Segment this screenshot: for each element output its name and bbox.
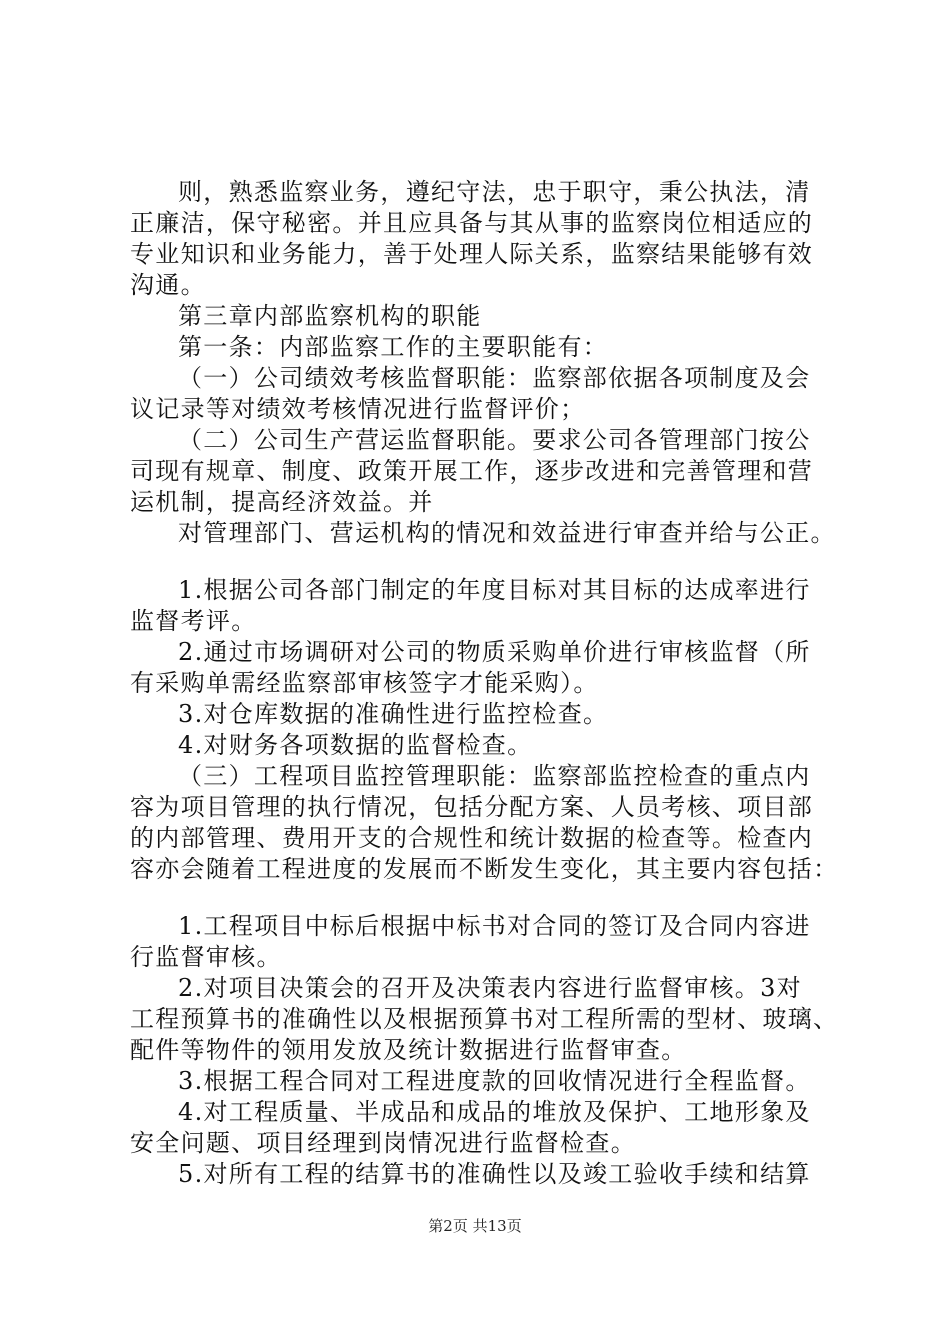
text-line: 4.对工程质量、半成品和成品的堆放及保护、工地形象及 xyxy=(178,1098,811,1126)
text-line: （三）工程项目监控管理职能：监察部监控检查的重点内 xyxy=(178,762,811,790)
text-line: 沟通。 xyxy=(130,271,206,299)
text-line: 正廉洁，保守秘密。并且应具备与其从事的监察岗位相适应的 xyxy=(130,209,814,237)
text-line: 有采购单需经监察部审核签字才能采购）。 xyxy=(130,669,599,697)
text-line: 1.工程项目中标后根据中标书对合同的签订及合同内容进 xyxy=(178,912,811,940)
text-line: 4.对财务各项数据的监督检查。 xyxy=(178,731,533,759)
text-line: 第一条：内部监察工作的主要职能有： xyxy=(178,333,609,361)
text-line: 工程预算书的准确性以及根据预算书对工程所需的型材、玻璃、 xyxy=(130,1005,839,1033)
text-line: 容亦会随着工程进度的发展而不断发生变化，其主要内容包括： xyxy=(130,855,839,883)
text-line: 的内部管理、费用开支的合规性和统计数据的检查等。检查内 xyxy=(130,824,814,852)
text-line: 对管理部门、营运机构的情况和效益进行审查并给与公正。 xyxy=(178,519,836,547)
text-line: 1.根据公司各部门制定的年度目标对其目标的达成率进行 xyxy=(178,576,811,604)
text-line: 司现有规章、制度、政策开展工作，逐步改进和完善管理和营 xyxy=(130,457,814,485)
text-line: 专业知识和业务能力，善于处理人际关系，监察结果能够有效 xyxy=(130,240,814,268)
text-line: 2.对项目决策会的召开及决策表内容进行监督审核。3对 xyxy=(178,974,802,1002)
text-line: 5.对所有工程的结算书的准确性以及竣工验收手续和结算 xyxy=(178,1160,811,1188)
chapter-heading: 第三章内部监察机构的职能 xyxy=(178,302,482,330)
text-line: 运机制，提高经济效益。并 xyxy=(130,488,434,516)
text-line: 监督考评。 xyxy=(130,607,257,635)
text-line: 安全问题、项目经理到岗情况进行监督检查。 xyxy=(130,1129,636,1157)
text-line: 议记录等对绩效考核情况进行监督评价； xyxy=(130,395,586,423)
text-line: 配件等物件的领用发放及统计数据进行监督审查。 xyxy=(130,1036,687,1064)
text-line: （二）公司生产营运监督职能。要求公司各管理部门按公 xyxy=(178,426,811,454)
text-line: 3.根据工程合同对工程进度款的回收情况进行全程监督。 xyxy=(178,1067,811,1095)
text-line: 则，熟悉监察业务，遵纪守法，忠于职守，秉公执法，清 xyxy=(178,178,811,206)
text-line: （一）公司绩效考核监督职能：监察部依据各项制度及会 xyxy=(178,364,811,392)
text-line: 行监督审核。 xyxy=(130,943,282,971)
text-line: 2.通过市场调研对公司的物质采购单价进行审核监督（所 xyxy=(178,638,811,666)
page-number-footer: 第2页 共13页 xyxy=(428,1217,522,1235)
text-line: 3.对仓库数据的准确性进行监控检查。 xyxy=(178,700,609,728)
text-line: 容为项目管理的执行情况，包括分配方案、人员考核、项目部 xyxy=(130,793,814,821)
